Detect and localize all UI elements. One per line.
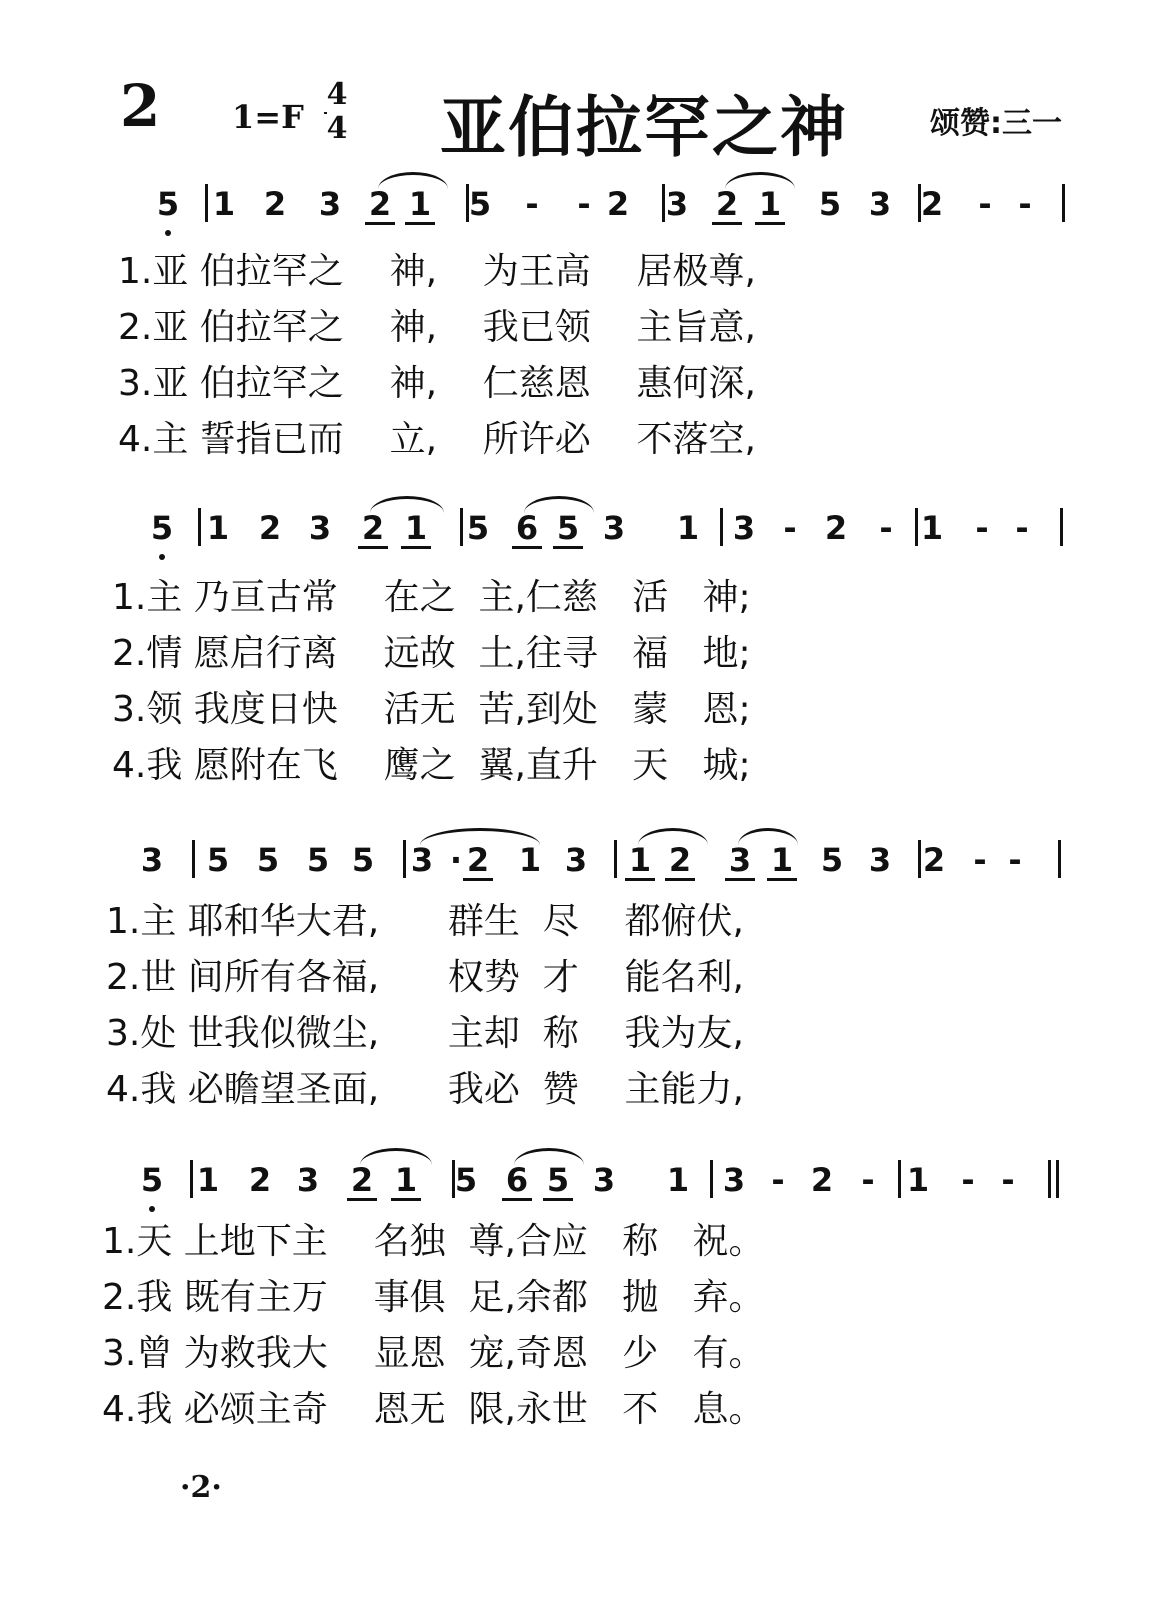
note-s2-15: 1 — [920, 509, 944, 547]
lyric-line-s1-v2: 2.亚 伯拉罕之 神, 我已领 主旨意, — [118, 307, 756, 348]
note-s2-0: 5 — [150, 509, 174, 547]
note-s1-3: 3 — [318, 185, 342, 223]
lyric-line-s4-v1: 1.天 上地下主 名独 尊,合应 称 祝。 — [102, 1221, 765, 1262]
barline-s4-3 — [898, 1160, 901, 1198]
barline-s1-1 — [466, 184, 469, 222]
note-s4-9: 3 — [592, 1161, 616, 1199]
note-s2-3: 3 — [308, 509, 332, 547]
note-s1-16: - — [978, 185, 992, 223]
note-s2-17: - — [1015, 509, 1029, 547]
note-s2-10: 1 — [676, 509, 700, 547]
lyric-line-s2-v3: 3.领 我度日快 活无 苦,到处 蒙 恩; — [112, 689, 751, 730]
key-signature: 1=F — [232, 98, 304, 136]
note-s1-13: 5 — [818, 185, 842, 223]
note-s4-12: - — [771, 1161, 785, 1199]
note-s2-11: 3 — [732, 509, 756, 547]
barline-s3-3 — [918, 840, 921, 878]
barline-s2-3 — [915, 508, 918, 546]
barline-s1-0 — [205, 184, 208, 222]
note-s4-1: 1 — [196, 1161, 220, 1199]
barline-s4-5 — [1056, 1160, 1059, 1198]
note-s3-9: 3 — [564, 841, 588, 879]
lyric-line-s4-v2: 2.我 既有主万 事俱 足,余都 抛 弃。 — [102, 1277, 765, 1318]
slur-s3-0 — [420, 828, 540, 845]
slur-s1-0 — [378, 172, 448, 189]
time-signature-bottom: 4 — [326, 111, 348, 146]
note-s1-2: 2 — [263, 185, 287, 223]
note-s2-4: 2 — [358, 510, 388, 549]
note-s1-1: 1 — [212, 185, 236, 223]
barline-s4-0 — [190, 1160, 193, 1198]
note-s4-0: 5 — [140, 1161, 164, 1199]
note-s2-13: 2 — [824, 509, 848, 547]
low-octave-dot-s2-0 — [159, 554, 165, 560]
hymn-credit: 颂赞:三一 — [930, 106, 1062, 141]
note-s2-14: - — [879, 509, 893, 547]
lyric-line-s3-v3: 3.处 世我似微尘, 主却 称 我为友, — [106, 1013, 744, 1054]
time-signature-top: 4 — [326, 77, 348, 112]
note-s4-16: - — [961, 1161, 975, 1199]
note-s4-17: - — [1001, 1161, 1015, 1199]
note-s4-10: 1 — [666, 1161, 690, 1199]
note-s4-8: 5 — [543, 1162, 573, 1201]
note-s3-8: 1 — [518, 841, 542, 879]
note-s1-7: - — [525, 185, 539, 223]
note-s3-16: 2 — [922, 841, 946, 879]
note-s3-3: 5 — [306, 841, 330, 879]
note-s4-5: 1 — [391, 1162, 421, 1201]
note-s3-6: · — [449, 841, 463, 879]
lyric-line-s2-v4: 4.我 愿附在飞 鹰之 翼,直升 天 城; — [112, 745, 751, 786]
note-s1-9: 2 — [606, 185, 630, 223]
note-s1-5: 1 — [405, 186, 435, 225]
low-octave-dot-s4-0 — [149, 1206, 155, 1212]
note-s2-16: - — [975, 509, 989, 547]
barline-s3-2 — [614, 840, 617, 878]
barline-s4-4 — [1048, 1160, 1051, 1198]
lyric-line-s4-v4: 4.我 必颂主奇 恩无 限,永世 不 息。 — [102, 1389, 765, 1430]
note-s2-2: 2 — [258, 509, 282, 547]
note-s1-10: 3 — [665, 185, 689, 223]
note-s1-8: - — [577, 185, 591, 223]
lyric-line-s3-v4: 4.我 必瞻望圣面, 我必 赞 主能力, — [106, 1069, 744, 1110]
note-s3-4: 5 — [351, 841, 375, 879]
note-s3-5: 3 — [410, 841, 434, 879]
note-s2-1: 1 — [206, 509, 230, 547]
barline-s1-3 — [918, 184, 921, 222]
note-s3-18: - — [1008, 841, 1022, 879]
hymn-title: 亚伯拉罕之神 — [440, 89, 848, 166]
page-number: ·2· — [180, 1470, 222, 1505]
barline-s1-2 — [662, 184, 665, 222]
note-s4-14: - — [861, 1161, 875, 1199]
barline-s4-2 — [710, 1160, 713, 1198]
slur-s3-1 — [638, 828, 708, 845]
barline-s2-1 — [460, 508, 463, 546]
low-octave-dot-s1-0 — [165, 230, 171, 236]
note-s3-10: 1 — [625, 842, 655, 881]
barline-s2-4 — [1060, 508, 1063, 546]
note-s3-13: 1 — [767, 842, 797, 881]
note-s1-15: 2 — [920, 185, 944, 223]
note-s3-12: 3 — [725, 842, 755, 881]
note-s4-15: 1 — [906, 1161, 930, 1199]
note-s2-9: 3 — [602, 509, 626, 547]
lyric-line-s3-v2: 2.世 间所有各福, 权势 才 能名利, — [106, 957, 744, 998]
barline-s2-0 — [198, 508, 201, 546]
note-s4-6: 5 — [454, 1161, 478, 1199]
barline-s1-4 — [1062, 184, 1065, 222]
lyric-line-s1-v3: 3.亚 伯拉罕之 神, 仁慈恩 惠何深, — [118, 363, 756, 404]
note-s2-12: - — [783, 509, 797, 547]
note-s1-14: 3 — [868, 185, 892, 223]
note-s4-4: 2 — [347, 1162, 377, 1201]
slur-s1-1 — [725, 172, 795, 189]
lyric-line-s2-v1: 1.主 乃亘古常 在之 主,仁慈 活 神; — [112, 577, 751, 618]
note-s4-7: 6 — [502, 1162, 532, 1201]
hymn-number: 2 — [120, 72, 161, 140]
note-s3-17: - — [973, 841, 987, 879]
note-s4-3: 3 — [296, 1161, 320, 1199]
slur-s3-2 — [738, 828, 798, 845]
slur-s2-0 — [370, 496, 444, 513]
lyric-line-s1-v1: 1.亚 伯拉罕之 神, 为王高 居极尊, — [118, 251, 756, 292]
note-s4-11: 3 — [722, 1161, 746, 1199]
note-s4-13: 2 — [810, 1161, 834, 1199]
note-s3-11: 2 — [665, 842, 695, 881]
note-s3-7: 2 — [463, 842, 493, 881]
barline-s3-1 — [403, 840, 406, 878]
lyric-line-s1-v4: 4.主 誓指已而 立, 所许必 不落空, — [118, 419, 756, 460]
note-s3-2: 5 — [256, 841, 280, 879]
barline-s2-2 — [720, 508, 723, 546]
note-s2-7: 6 — [512, 510, 542, 549]
note-s1-17: - — [1018, 185, 1032, 223]
note-s1-6: 5 — [468, 185, 492, 223]
barline-s3-4 — [1058, 840, 1061, 878]
note-s1-4: 2 — [365, 186, 395, 225]
note-s1-11: 2 — [712, 186, 742, 225]
note-s1-12: 1 — [755, 186, 785, 225]
note-s3-0: 3 — [140, 841, 164, 879]
note-s1-0: 5 — [156, 185, 180, 223]
slur-s4-0 — [360, 1148, 432, 1165]
note-s3-14: 5 — [820, 841, 844, 879]
note-s3-1: 5 — [206, 841, 230, 879]
slur-s4-1 — [514, 1148, 584, 1165]
slur-s2-1 — [524, 496, 594, 513]
barline-s3-0 — [192, 840, 195, 878]
note-s4-2: 2 — [248, 1161, 272, 1199]
lyric-line-s3-v1: 1.主 耶和华大君, 群生 尽 都俯伏, — [106, 901, 744, 942]
note-s3-15: 3 — [868, 841, 892, 879]
note-s2-6: 5 — [466, 509, 490, 547]
note-s2-8: 5 — [553, 510, 583, 549]
note-s2-5: 1 — [401, 510, 431, 549]
barline-s4-1 — [452, 1160, 455, 1198]
lyric-line-s4-v3: 3.曾 为救我大 显恩 宠,奇恩 少 有。 — [102, 1333, 765, 1374]
lyric-line-s2-v2: 2.情 愿启行离 远故 土,往寻 福 地; — [112, 633, 751, 674]
